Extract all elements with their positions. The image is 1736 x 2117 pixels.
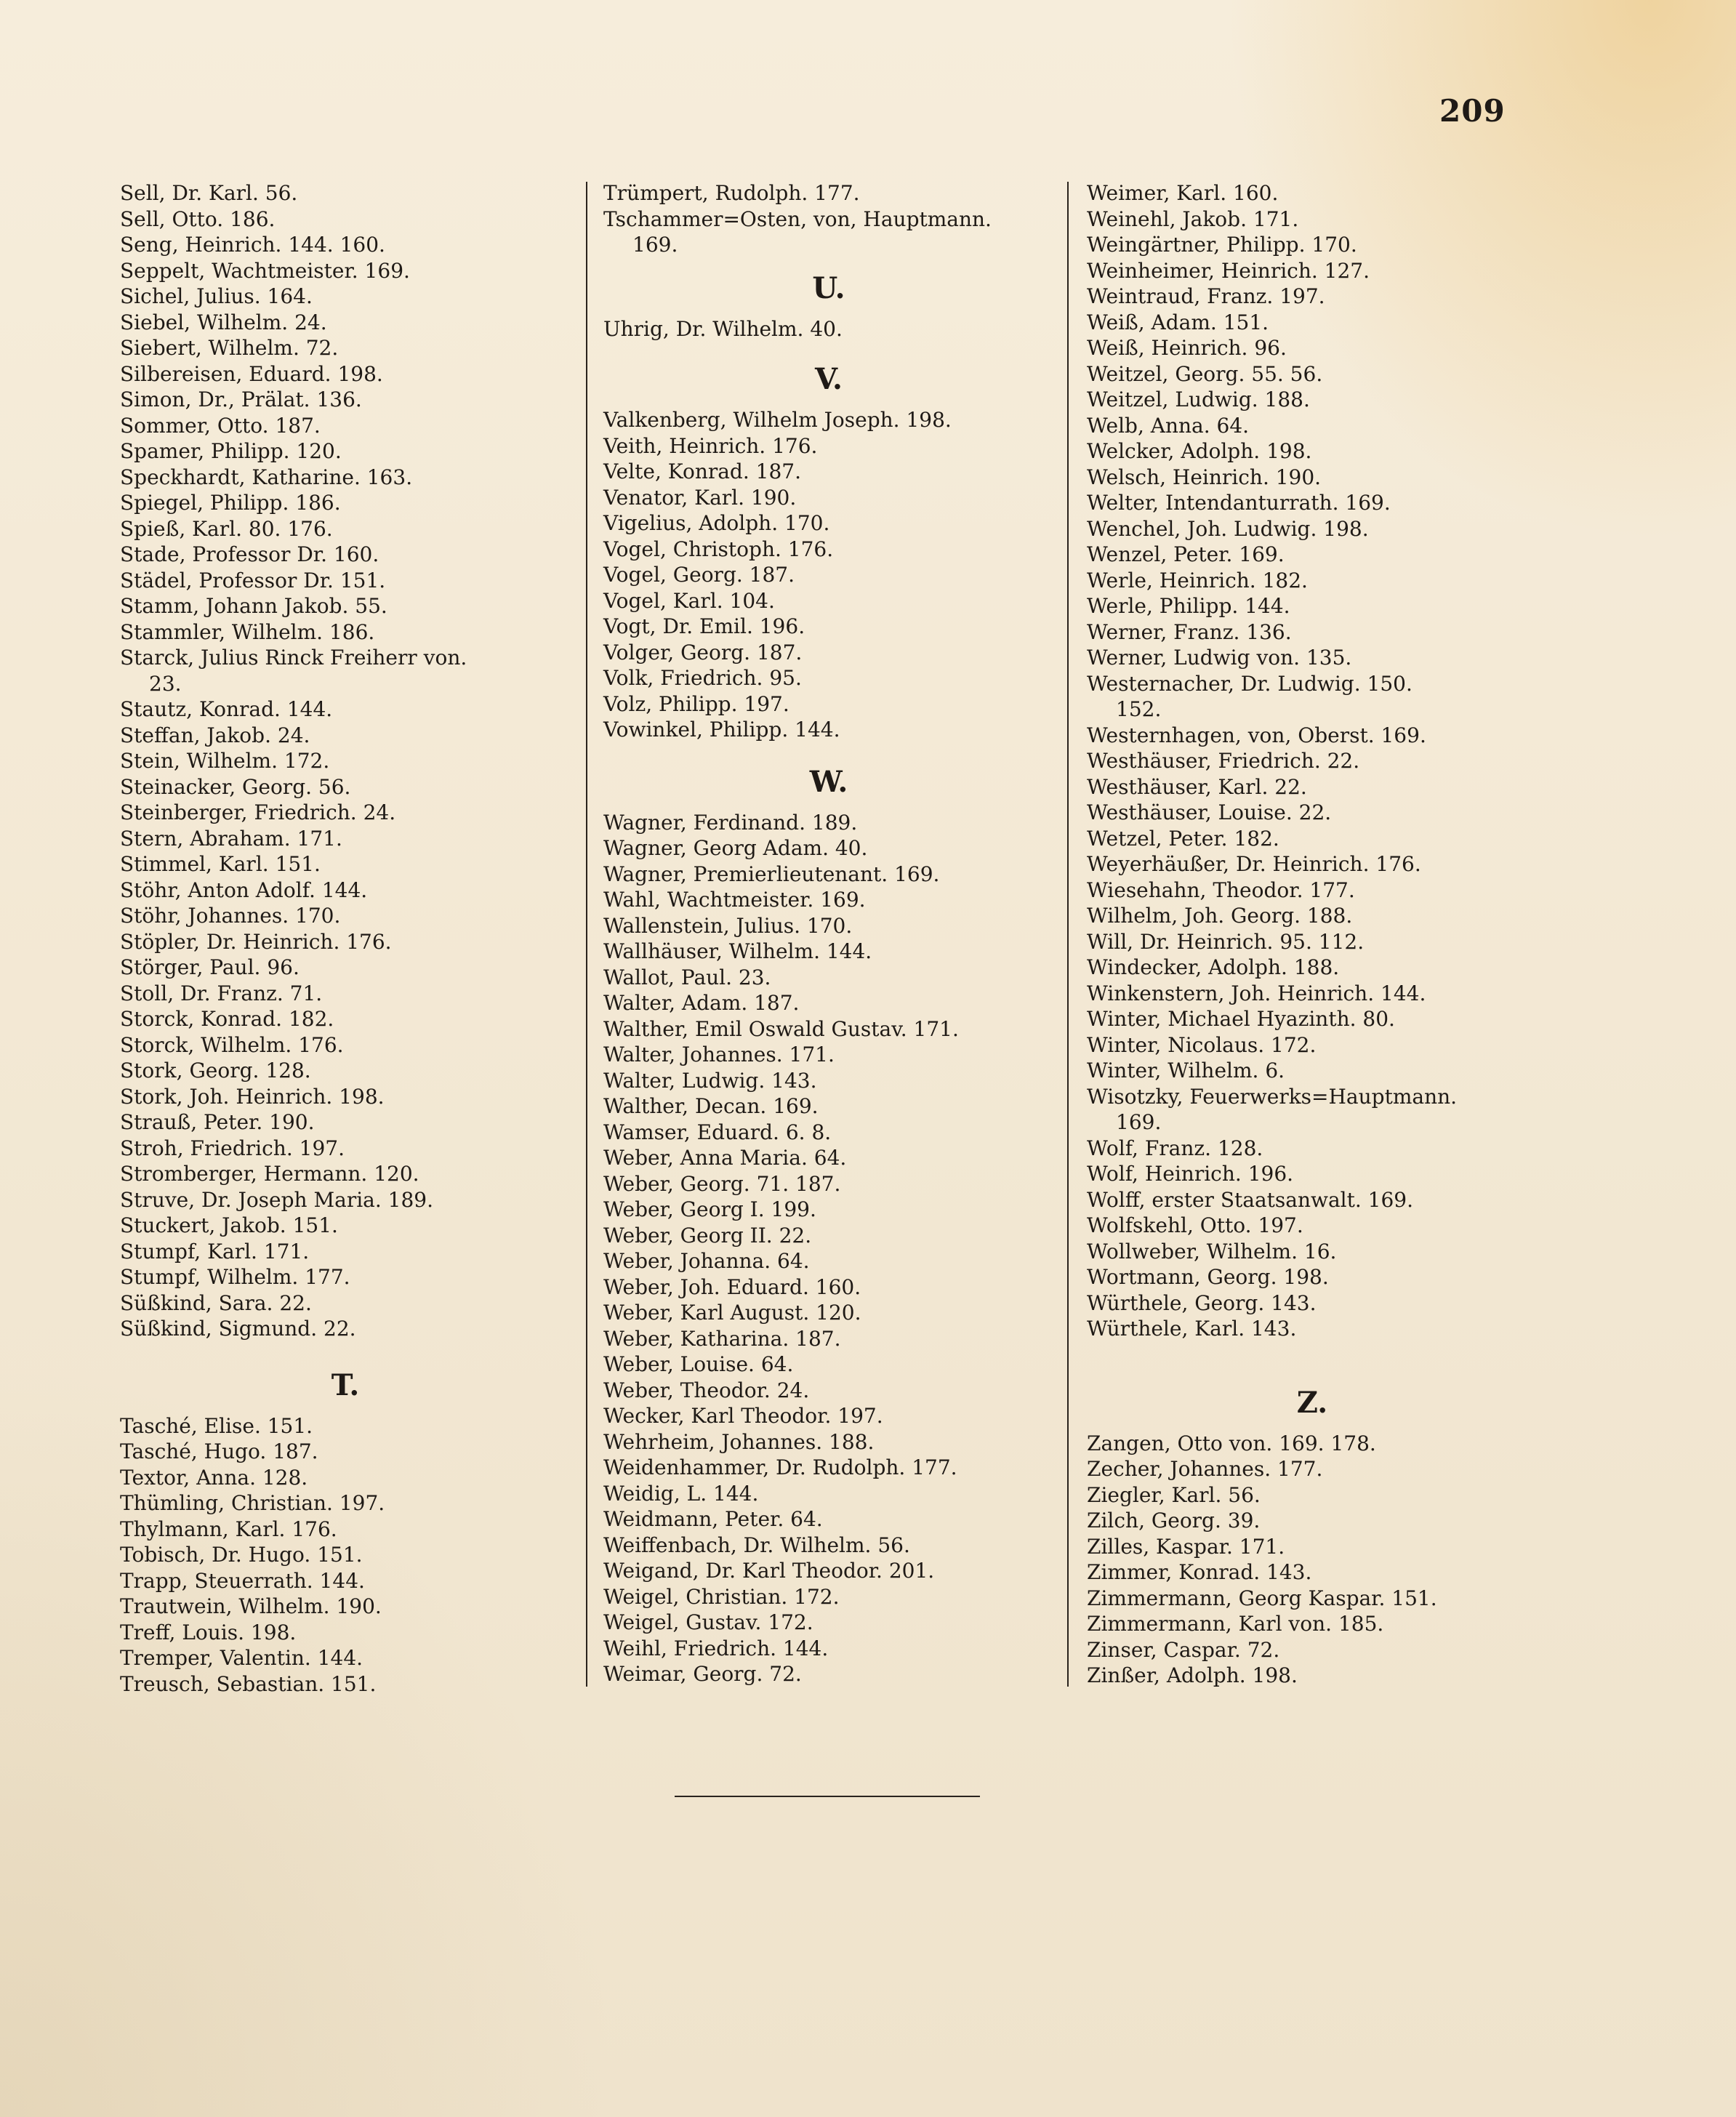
index-entry: Tasché, Elise. 151.	[120, 1413, 313, 1438]
closing-rule	[675, 1796, 980, 1797]
index-entry: Stuckert, Jakob. 151.	[120, 1213, 338, 1237]
index-entry: Wollweber, Wilhelm. 16.	[1087, 1239, 1337, 1264]
index-entry: Stern, Abraham. 171.	[120, 826, 342, 851]
index-entry: Zimmer, Konrad. 143.	[1087, 1560, 1312, 1584]
section-t-entries	[120, 1413, 571, 1698]
index-entry: Wiesehahn, Theodor. 177.	[1087, 877, 1355, 902]
index-entry: Seppelt, Wachtmeister. 169.	[120, 258, 410, 283]
index-entry: Weimer, Karl. 160.	[1087, 181, 1279, 205]
column-divider-right	[1067, 182, 1069, 1687]
index-entry: Vigelius, Adolph. 170.	[603, 511, 830, 535]
index-entry: Wagner, Premierlieutenant. 169.	[603, 861, 940, 886]
index-entry: Walter, Johannes. 171.	[603, 1043, 835, 1066]
index-entry: Vogt, Dr. Emil. 196.	[603, 614, 805, 638]
index-entry: Stöhr, Anton Adolf. 144.	[120, 877, 368, 902]
index-entry: Walter, Adam. 187.	[603, 991, 800, 1015]
index-entry: Würthele, Karl. 143.	[1087, 1317, 1297, 1341]
index-entry: Volz, Philipp. 197.	[603, 691, 789, 716]
section-letter-u: U.	[812, 270, 845, 305]
index-entry: Will, Dr. Heinrich. 95. 112.	[1087, 929, 1365, 954]
section-s-entries	[120, 180, 571, 1342]
index-entry: Stromberger, Hermann. 120.	[120, 1162, 419, 1186]
index-entry: Venator, Karl. 190.	[603, 485, 797, 510]
section-letter-v: V.	[815, 362, 843, 396]
index-entry: Trautwein, Wilhelm. 190.	[120, 1594, 382, 1618]
index-entry: Sichel, Julius. 164.	[120, 284, 313, 308]
index-entry: Weigel, Gustav. 172.	[603, 1610, 813, 1634]
section-w-continued-entries	[1087, 180, 1538, 1342]
index-entry: Welb, Anna. 64.	[1087, 413, 1250, 438]
index-entry: Wecker, Karl Theodor. 197.	[603, 1404, 883, 1428]
index-entry: Ziegler, Karl. 56.	[1087, 1482, 1261, 1507]
index-entry: Sell, Otto. 186.	[120, 206, 276, 231]
index-entry: Spieß, Karl. 80. 176.	[120, 516, 333, 541]
index-entry: Weyerhäußer, Dr. Heinrich. 176.	[1087, 852, 1421, 876]
index-entry: Werner, Ludwig von. 135.	[1087, 646, 1352, 670]
index-entry: Trapp, Steuerrath. 144.	[120, 1568, 365, 1593]
index-entry: Weinehl, Jakob. 171.	[1087, 206, 1299, 231]
index-entry: Störger, Paul. 96.	[120, 955, 300, 979]
index-entry: Stade, Professor Dr. 160.	[120, 542, 379, 566]
index-entry: Starck, Julius Rinck Freiherr von.	[120, 646, 467, 670]
index-entry: Stork, Georg. 128.	[120, 1058, 311, 1082]
index-entry: Sell, Dr. Karl. 56.	[120, 181, 298, 205]
index-entry: Wallhäuser, Wilhelm. 144.	[603, 939, 872, 963]
index-entry: Weiß, Heinrich. 96.	[1087, 336, 1287, 360]
index-entry: Weintraud, Franz. 197.	[1087, 284, 1325, 308]
index-entry: Städel, Professor Dr. 151.	[120, 568, 386, 592]
index-entry: Stautz, Konrad. 144.	[120, 697, 333, 721]
index-entry: Weiß, Adam. 151.	[1087, 310, 1269, 334]
index-entry: Tobisch, Dr. Hugo. 151.	[120, 1543, 363, 1567]
index-entry: Thümling, Christian. 197.	[120, 1491, 385, 1515]
index-entry: Vowinkel, Philipp. 144.	[603, 718, 840, 742]
index-entry: Weidmann, Peter. 64.	[603, 1507, 823, 1531]
index-entry: Stoll, Dr. Franz. 71.	[120, 981, 323, 1005]
index-entry: Westhäuser, Louise. 22.	[1087, 800, 1332, 824]
index-entry: Wenchel, Joh. Ludwig. 198.	[1087, 516, 1369, 541]
index-entry: Tschammer=Osten, von, Hauptmann.	[603, 206, 992, 231]
index-entry: Stroh, Friedrich. 197.	[120, 1136, 345, 1160]
index-entry: Weingärtner, Philipp. 170.	[1087, 233, 1357, 257]
section-letter-w: W.	[809, 764, 848, 799]
index-entry: Walther, Decan. 169.	[603, 1094, 819, 1118]
index-entry: 152.	[1116, 697, 1162, 721]
index-entry: Zilles, Kaspar. 171.	[1087, 1534, 1285, 1559]
index-entry: Westernhagen, von, Oberst. 169.	[1087, 723, 1426, 747]
index-column-1	[120, 180, 571, 1697]
index-entry: Zilch, Georg. 39.	[1087, 1509, 1261, 1532]
index-entry: Weber, Georg. 71. 187.	[603, 1171, 841, 1196]
index-entry: Spamer, Philipp. 120.	[120, 439, 342, 463]
index-column-2	[603, 180, 1054, 1687]
index-entry: Spiegel, Philipp. 186.	[120, 491, 341, 515]
index-entry: Weber, Theodor. 24.	[603, 1378, 810, 1402]
index-entry: Welter, Intendanturrath. 169.	[1087, 491, 1391, 515]
index-entry: Tremper, Valentin. 144.	[120, 1646, 363, 1670]
index-entry: Storck, Wilhelm. 176.	[120, 1032, 344, 1057]
index-entry: Uhrig, Dr. Wilhelm. 40.	[603, 316, 843, 341]
index-entry: Siebert, Wilhelm. 72.	[120, 336, 339, 360]
index-entry: Vogel, Christoph. 176.	[603, 537, 834, 561]
index-entry: Winter, Michael Hyazinth. 80.	[1087, 1007, 1395, 1031]
index-entry: Weber, Johanna. 64.	[603, 1249, 810, 1273]
index-entry: Winter, Nicolaus. 172.	[1087, 1032, 1317, 1057]
index-entry: Wortmann, Georg. 198.	[1087, 1265, 1329, 1289]
index-entry: Walther, Emil Oswald Gustav. 171.	[603, 1016, 959, 1041]
section-w-entries	[603, 810, 1054, 1687]
index-entry: Volger, Georg. 187.	[603, 640, 803, 664]
index-entry: Zimmermann, Georg Kaspar. 151.	[1087, 1586, 1437, 1610]
index-entry: Winkenstern, Joh. Heinrich. 144.	[1087, 981, 1426, 1005]
index-entry: Würthele, Georg. 143.	[1087, 1290, 1317, 1315]
index-entry: Welsch, Heinrich. 190.	[1087, 465, 1322, 489]
index-entry: Weber, Katharina. 187.	[603, 1326, 841, 1351]
index-entry: 169.	[1116, 1110, 1162, 1134]
index-entry: Westhäuser, Friedrich. 22.	[1087, 749, 1360, 773]
index-entry: Wetzel, Peter. 182.	[1087, 826, 1279, 851]
index-entry: Thylmann, Karl. 176.	[120, 1517, 337, 1541]
index-entry: Storck, Konrad. 182.	[120, 1007, 334, 1031]
index-entry: Wilhelm, Joh. Georg. 188.	[1087, 904, 1353, 928]
index-entry: Wagner, Ferdinand. 189.	[603, 810, 858, 835]
index-entry: Velte, Konrad. 187.	[603, 459, 802, 483]
index-entry: Steinberger, Friedrich. 24.	[120, 800, 396, 824]
index-column-3	[1087, 180, 1538, 1689]
index-entry: Süßkind, Sigmund. 22.	[120, 1317, 356, 1341]
column-divider-left	[586, 182, 587, 1687]
index-entry: Sommer, Otto. 187.	[120, 413, 321, 438]
index-entry: Wolf, Franz. 128.	[1087, 1136, 1263, 1160]
section-t-continued-entries	[603, 180, 1054, 258]
index-entry: Stöhr, Johannes. 170.	[120, 904, 341, 928]
index-entry: Westernacher, Dr. Ludwig. 150.	[1087, 671, 1412, 696]
index-entry: Werle, Philipp. 144.	[1087, 594, 1290, 618]
index-entry: Speckhardt, Katharine. 163.	[120, 465, 413, 489]
index-entry: Süßkind, Sara. 22.	[120, 1290, 312, 1315]
index-entry: Stumpf, Wilhelm. 177.	[120, 1265, 350, 1289]
index-entry: Wolfskehl, Otto. 197.	[1087, 1213, 1303, 1237]
index-entry: Stein, Wilhelm. 172.	[120, 749, 330, 773]
section-v-entries	[603, 407, 1054, 743]
section-letter-z: Z.	[1296, 1385, 1328, 1420]
index-entry: Stöpler, Dr. Heinrich. 176.	[120, 929, 392, 954]
index-entry: Westhäuser, Karl. 22.	[1087, 774, 1307, 799]
index-entry: Weimar, Georg. 72.	[603, 1662, 802, 1686]
index-entry: Struve, Dr. Joseph Maria. 189.	[120, 1187, 434, 1212]
index-entry: Vogel, Karl. 104.	[603, 588, 775, 613]
index-entry: Werle, Heinrich. 182.	[1087, 568, 1308, 592]
index-entry: Winter, Wilhelm. 6.	[1087, 1058, 1285, 1082]
index-entry: Weber, Anna Maria. 64.	[603, 1146, 847, 1170]
index-entry: Zimmermann, Karl von. 185.	[1087, 1612, 1384, 1636]
section-z-entries	[1087, 1431, 1538, 1689]
index-entry: Weiffenbach, Dr. Wilhelm. 56.	[603, 1532, 910, 1557]
index-entry: Windecker, Adolph. 188.	[1087, 955, 1340, 979]
index-entry: Wagner, Georg Adam. 40.	[603, 836, 868, 860]
index-entry: Weitzel, Ludwig. 188.	[1087, 387, 1310, 411]
index-entry: Weinheimer, Heinrich. 127.	[1087, 258, 1370, 283]
index-entry: Steinacker, Georg. 56.	[120, 774, 351, 799]
index-entry: Stumpf, Karl. 171.	[120, 1239, 310, 1264]
index-entry: Veith, Heinrich. 176.	[603, 433, 818, 458]
index-entry: 169.	[632, 233, 678, 257]
index-entry: Seng, Heinrich. 144. 160.	[120, 233, 385, 257]
index-entry: Werner, Franz. 136.	[1087, 619, 1292, 644]
index-entry: Steffan, Jakob. 24.	[120, 723, 310, 747]
index-entry: Zinßer, Adolph. 198.	[1087, 1663, 1298, 1687]
index-entry: Silbereisen, Eduard. 198.	[120, 361, 383, 386]
index-entry: Wolff, erster Staatsanwalt. 169.	[1087, 1187, 1413, 1212]
index-entry: Weidenhammer, Dr. Rudolph. 177.	[603, 1455, 957, 1479]
index-entry: Valkenberg, Wilhelm Joseph. 198.	[603, 408, 952, 432]
index-entry: 23.	[149, 671, 182, 696]
index-entry: Vogel, Georg. 187.	[603, 563, 795, 587]
index-entry: Stammler, Wilhelm. 186.	[120, 619, 375, 644]
index-entry: Zinser, Caspar. 72.	[1087, 1637, 1280, 1662]
index-entry: Weber, Georg I. 199.	[603, 1197, 816, 1221]
index-entry: Wenzel, Peter. 169.	[1087, 542, 1285, 566]
section-letter-t: T.	[331, 1367, 360, 1402]
index-entry: Strauß, Peter. 190.	[120, 1110, 315, 1134]
index-entry: Wallot, Paul. 23.	[603, 965, 771, 989]
index-entry: Weigand, Dr. Karl Theodor. 201.	[603, 1559, 935, 1583]
index-entry: Weihl, Friedrich. 144.	[603, 1636, 829, 1660]
index-entry: Weigel, Christian. 172.	[603, 1584, 840, 1609]
index-entry: Treff, Louis. 198.	[120, 1620, 297, 1644]
index-entry: Wolf, Heinrich. 196.	[1087, 1162, 1294, 1186]
index-entry: Weber, Karl August. 120.	[603, 1301, 861, 1325]
index-entry: Tasché, Hugo. 187.	[120, 1439, 318, 1463]
index-entry: Weber, Joh. Eduard. 160.	[603, 1274, 861, 1299]
index-entry: Wehrheim, Johannes. 188.	[603, 1429, 875, 1454]
index-entry: Siebel, Wilhelm. 24.	[120, 310, 327, 334]
index-entry: Weitzel, Georg. 55. 56.	[1087, 361, 1323, 386]
index-entry: Treusch, Sebastian. 151.	[120, 1671, 377, 1696]
index-entry: Textor, Anna. 128.	[120, 1465, 308, 1490]
section-u-entries	[603, 316, 1054, 342]
index-entry: Stimmel, Karl. 151.	[120, 852, 321, 876]
index-entry: Weidig, L. 144.	[603, 1481, 759, 1506]
index-entry: Wamser, Eduard. 6. 8.	[603, 1120, 832, 1144]
index-entry: Weber, Louise. 64.	[603, 1352, 794, 1376]
index-entry: Wallenstein, Julius. 170.	[603, 913, 853, 938]
index-entry: Wisotzky, Feuerwerks=Hauptmann.	[1087, 1084, 1458, 1109]
index-entry: Walter, Ludwig. 143.	[603, 1068, 817, 1093]
index-entry: Zangen, Otto von. 169. 178.	[1087, 1431, 1376, 1455]
index-entry: Welcker, Adolph. 198.	[1087, 439, 1312, 463]
page-number: 209	[1439, 93, 1506, 129]
index-entry: Zecher, Johannes. 177.	[1087, 1457, 1323, 1481]
index-entry: Simon, Dr., Prälat. 136.	[120, 387, 362, 411]
index-entry: Weber, Georg II. 22.	[603, 1223, 812, 1248]
index-entry: Trümpert, Rudolph. 177.	[603, 181, 860, 205]
index-entry: Volk, Friedrich. 95.	[603, 666, 802, 690]
index-entry: Wahl, Wachtmeister. 169.	[603, 888, 866, 912]
index-entry: Stamm, Johann Jakob. 55.	[120, 594, 387, 618]
index-entry: Stork, Joh. Heinrich. 198.	[120, 1084, 385, 1109]
